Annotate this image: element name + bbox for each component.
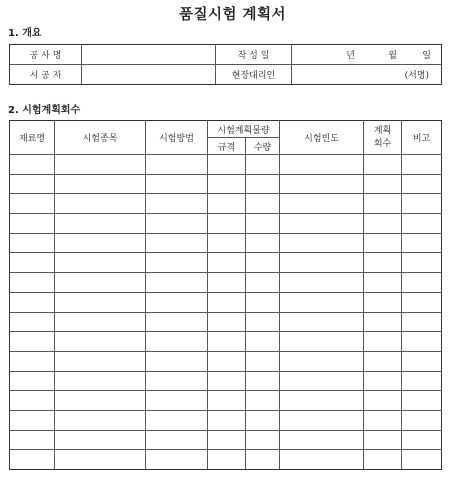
cell-planned-count[interactable] [364, 450, 402, 470]
cell-material[interactable] [10, 174, 55, 194]
table-row [10, 155, 442, 175]
table-row [10, 273, 442, 293]
cell-planned-count[interactable] [364, 233, 402, 253]
cell-test-item[interactable] [55, 371, 146, 391]
table-row [10, 430, 442, 450]
cell-test-item[interactable] [55, 450, 146, 470]
cell-frequency[interactable] [280, 450, 364, 470]
overview-row-contractor [10, 65, 442, 85]
cell-test-method[interactable] [146, 371, 208, 391]
cell-planned-count[interactable] [364, 292, 402, 312]
table-row [10, 174, 442, 194]
cell-quantity[interactable] [246, 371, 280, 391]
table-row [10, 312, 442, 332]
cell-spec[interactable] [208, 233, 246, 253]
cell-planned-count[interactable] [364, 410, 402, 430]
cell-frequency[interactable] [280, 430, 364, 450]
cell-test-method[interactable] [146, 214, 208, 234]
cell-spec[interactable] [208, 253, 246, 273]
cell-test-item[interactable] [55, 155, 146, 175]
cell-spec[interactable] [208, 410, 246, 430]
cell-planned-count[interactable] [364, 194, 402, 214]
cell-quantity[interactable] [246, 450, 280, 470]
table-row [10, 450, 442, 470]
cell-frequency[interactable] [280, 214, 364, 234]
cell-remarks[interactable] [402, 391, 442, 411]
project-name-label-text: 공 사 명 [29, 51, 62, 61]
cell-planned-count[interactable] [364, 214, 402, 234]
cell-frequency[interactable] [280, 233, 364, 253]
cell-spec[interactable] [208, 371, 246, 391]
cell-planned-count[interactable] [364, 391, 402, 411]
cell-test-item[interactable] [55, 253, 146, 273]
cell-remarks[interactable] [402, 430, 442, 450]
cell-spec[interactable] [208, 450, 246, 470]
cell-quantity[interactable] [246, 312, 280, 332]
cell-test-item[interactable] [55, 410, 146, 430]
header-material: 재료명 [10, 121, 55, 155]
cell-material[interactable] [10, 391, 55, 411]
header-planned-quantity: 시험계획물량 [208, 121, 280, 138]
cell-test-method[interactable] [146, 450, 208, 470]
cell-frequency[interactable] [280, 194, 364, 214]
cell-material[interactable] [10, 332, 55, 352]
cell-test-item[interactable] [55, 430, 146, 450]
cell-remarks[interactable] [402, 155, 442, 175]
cell-planned-count[interactable] [364, 174, 402, 194]
cell-frequency[interactable] [280, 371, 364, 391]
cell-planned-count[interactable] [364, 351, 402, 371]
header-test-method: 시험방법 [146, 121, 208, 155]
cell-spec[interactable] [208, 292, 246, 312]
cell-spec[interactable] [208, 174, 246, 194]
written-date-label: 작 성 일 [216, 45, 292, 65]
cell-material[interactable] [10, 273, 55, 293]
cell-quantity[interactable] [246, 391, 280, 411]
cell-material[interactable] [10, 253, 55, 273]
cell-planned-count[interactable] [364, 312, 402, 332]
cell-test-method[interactable] [146, 430, 208, 450]
header-spec: 규격 [208, 138, 246, 155]
cell-material[interactable] [10, 410, 55, 430]
cell-quantity[interactable] [246, 233, 280, 253]
cell-test-method[interactable] [146, 410, 208, 430]
cell-remarks[interactable] [402, 194, 442, 214]
cell-test-item[interactable] [55, 351, 146, 371]
site-agent-label: 현장대리인 [216, 65, 292, 85]
project-name-label [10, 45, 82, 65]
table-row [10, 292, 442, 312]
cell-spec[interactable] [208, 332, 246, 352]
cell-test-method[interactable] [146, 174, 208, 194]
date-month-label: 월 [388, 51, 397, 61]
table-row [10, 391, 442, 411]
cell-quantity[interactable] [246, 332, 280, 352]
cell-test-item[interactable] [55, 391, 146, 411]
cell-spec[interactable] [208, 214, 246, 234]
cell-test-item[interactable] [55, 273, 146, 293]
cell-quantity[interactable] [246, 155, 280, 175]
cell-quantity[interactable] [246, 351, 280, 371]
cell-remarks[interactable] [402, 214, 442, 234]
cell-remarks[interactable] [402, 371, 442, 391]
cell-planned-count[interactable] [364, 253, 402, 273]
cell-test-method[interactable] [146, 351, 208, 371]
cell-quantity[interactable] [246, 253, 280, 273]
cell-test-item[interactable] [55, 332, 146, 352]
cell-quantity[interactable] [246, 292, 280, 312]
header-quantity: 수량 [246, 138, 280, 155]
table-row [10, 410, 442, 430]
cell-material[interactable] [10, 371, 55, 391]
cell-frequency[interactable] [280, 332, 364, 352]
table-row [10, 233, 442, 253]
cell-material[interactable] [10, 430, 55, 450]
cell-spec[interactable] [208, 312, 246, 332]
cell-spec[interactable] [208, 351, 246, 371]
cell-spec[interactable] [208, 273, 246, 293]
table-row [10, 214, 442, 234]
cell-test-method[interactable] [146, 155, 208, 175]
cell-planned-count[interactable] [364, 155, 402, 175]
cell-remarks[interactable] [402, 233, 442, 253]
cell-remarks[interactable] [402, 312, 442, 332]
cell-material[interactable] [10, 155, 55, 175]
plan-heading: 2. 시험계획회수 [8, 105, 81, 116]
cell-test-method[interactable] [146, 194, 208, 214]
cell-frequency[interactable] [280, 351, 364, 371]
header-test-item: 시험종목 [55, 121, 146, 155]
header-frequency: 시험빈도 [280, 121, 364, 155]
cell-quantity[interactable] [246, 410, 280, 430]
cell-test-method[interactable] [146, 253, 208, 273]
overview-heading: 1. 개요 [8, 28, 42, 39]
table-row [10, 194, 442, 214]
cell-test-item[interactable] [55, 214, 146, 234]
cell-frequency[interactable] [280, 273, 364, 293]
cell-material[interactable] [10, 292, 55, 312]
cell-remarks[interactable] [402, 174, 442, 194]
cell-test-item[interactable] [55, 194, 146, 214]
cell-frequency[interactable] [280, 253, 364, 273]
table-row [10, 351, 442, 371]
cell-frequency[interactable] [280, 312, 364, 332]
cell-frequency[interactable] [280, 391, 364, 411]
header-planned-count-line1: 계획 [373, 125, 392, 136]
cell-spec[interactable] [208, 430, 246, 450]
cell-test-item[interactable] [55, 312, 146, 332]
cell-spec[interactable] [208, 155, 246, 175]
cell-frequency[interactable] [280, 155, 364, 175]
test-plan-table [9, 120, 442, 470]
table-row [10, 371, 442, 391]
header-planned-count-line2: 회수 [373, 138, 392, 149]
cell-remarks[interactable] [402, 450, 442, 470]
cell-spec[interactable] [208, 194, 246, 214]
overview-row-project [10, 45, 442, 65]
written-date-value[interactable] [292, 45, 442, 65]
cell-planned-count[interactable] [364, 332, 402, 352]
contractor-value[interactable] [82, 65, 216, 85]
cell-test-item[interactable] [55, 233, 146, 253]
cell-material[interactable] [10, 450, 55, 470]
cell-planned-count[interactable] [364, 273, 402, 293]
cell-material[interactable] [10, 312, 55, 332]
cell-test-method[interactable] [146, 391, 208, 411]
overview-table [9, 44, 442, 85]
cell-quantity[interactable] [246, 174, 280, 194]
cell-remarks[interactable] [402, 332, 442, 352]
header-remarks: 비고 [402, 121, 442, 155]
cell-frequency[interactable] [280, 410, 364, 430]
cell-test-method[interactable] [146, 273, 208, 293]
cell-material[interactable] [10, 214, 55, 234]
cell-remarks[interactable] [402, 253, 442, 273]
cell-remarks[interactable] [402, 410, 442, 430]
cell-quantity[interactable] [246, 194, 280, 214]
cell-planned-count[interactable] [364, 371, 402, 391]
cell-test-method[interactable] [146, 332, 208, 352]
header-planned-count [364, 121, 402, 155]
date-day-label: 일 [422, 51, 431, 61]
cell-test-method[interactable] [146, 292, 208, 312]
cell-material[interactable] [10, 233, 55, 253]
plan-header-row-1 [10, 121, 442, 138]
table-row [10, 332, 442, 352]
cell-remarks[interactable] [402, 273, 442, 293]
plan-table-body [10, 155, 442, 470]
cell-planned-count[interactable] [364, 430, 402, 450]
contractor-label: 시 공 자 [10, 65, 82, 85]
cell-frequency[interactable] [280, 174, 364, 194]
document-title: 품질시험 계획서 [178, 7, 287, 23]
cell-quantity[interactable] [246, 430, 280, 450]
cell-frequency[interactable] [280, 292, 364, 312]
cell-material[interactable] [10, 351, 55, 371]
cell-spec[interactable] [208, 391, 246, 411]
signature-field[interactable] [292, 65, 442, 85]
cell-quantity[interactable] [246, 273, 280, 293]
signature-label: (서명) [404, 71, 429, 81]
cell-remarks[interactable] [402, 292, 442, 312]
cell-material[interactable] [10, 194, 55, 214]
cell-test-method[interactable] [146, 312, 208, 332]
table-row [10, 253, 442, 273]
cell-test-method[interactable] [146, 233, 208, 253]
cell-test-item[interactable] [55, 174, 146, 194]
cell-quantity[interactable] [246, 214, 280, 234]
date-year-label: 년 [346, 51, 355, 61]
cell-remarks[interactable] [402, 351, 442, 371]
cell-test-item[interactable] [55, 292, 146, 312]
project-name-value[interactable] [82, 45, 216, 65]
